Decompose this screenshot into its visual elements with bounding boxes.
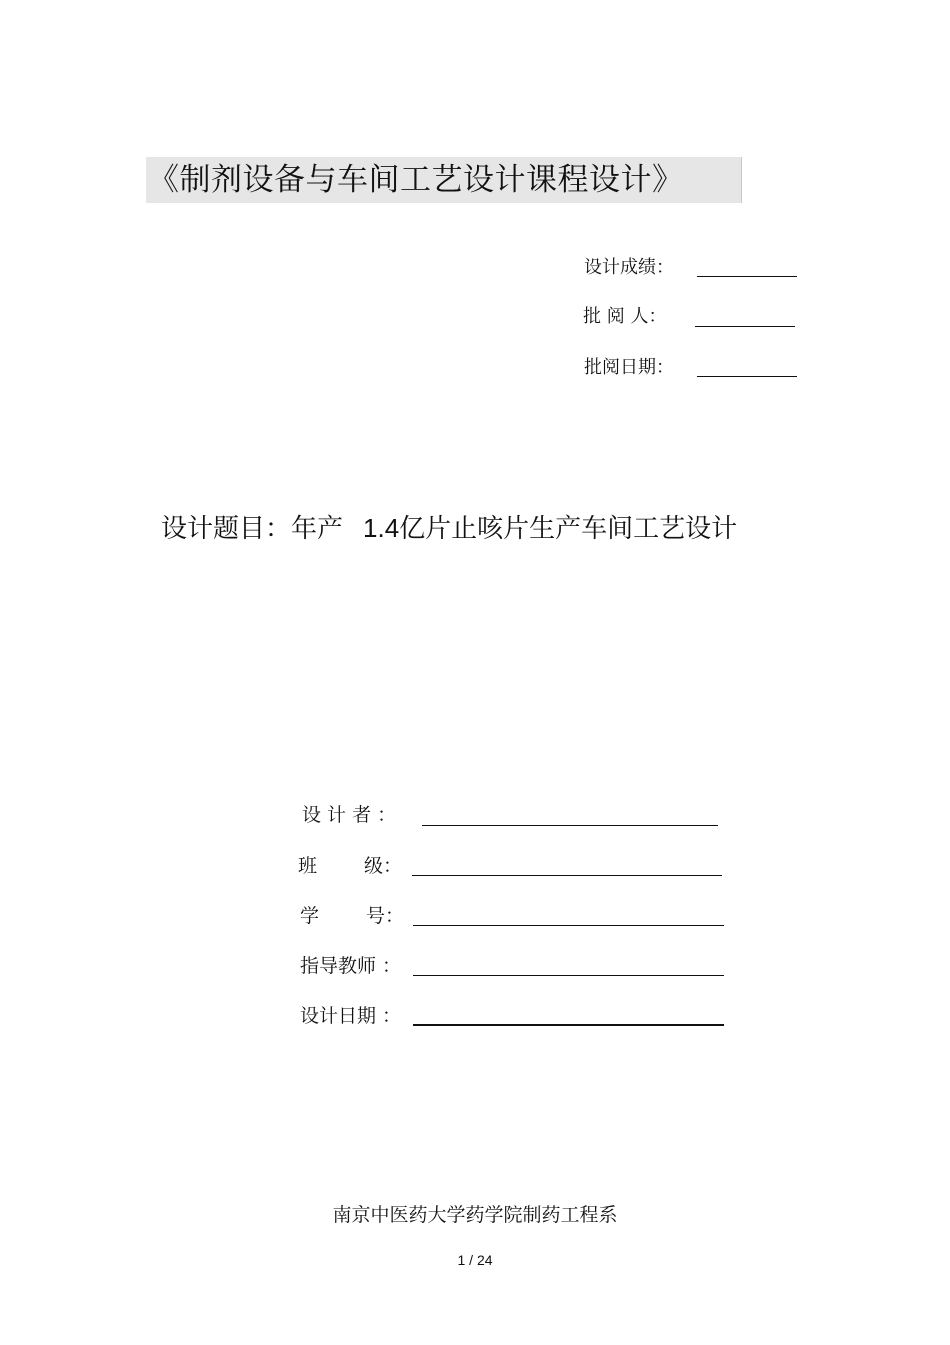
- reviewer-label: 批 阅 人：: [583, 306, 667, 327]
- student-id-label-start: 学: [300, 905, 320, 927]
- reviewer-row: [583, 303, 798, 331]
- topic-description: 亿片止咳片生产车间工艺设计: [399, 514, 738, 544]
- design-date-label: 设计日期 ：: [300, 1005, 402, 1027]
- student-id-label-end: 号：: [366, 905, 405, 927]
- grade-blank-line: [697, 276, 797, 277]
- student-id-row: [300, 901, 725, 931]
- reviewer-blank-line: [695, 326, 795, 327]
- page-indicator: 1 / 24: [457, 1252, 493, 1268]
- design-topic: [161, 510, 737, 547]
- student-id-blank-line: [413, 925, 724, 926]
- advisor-blank-line: [413, 975, 724, 976]
- class-label-start: 班: [298, 855, 318, 877]
- review-date-blank-line: [697, 376, 797, 377]
- advisor-label: 指导教师 ：: [300, 955, 402, 977]
- design-date-row: [300, 1001, 725, 1031]
- review-date-row: [584, 354, 799, 382]
- review-grade-row: [584, 254, 799, 282]
- designer-label: 设 计 者 ：: [302, 804, 397, 826]
- advisor-row: [300, 951, 725, 981]
- designer-row: [300, 800, 720, 830]
- topic-quantity: 1.4: [363, 513, 400, 543]
- topic-label: 设计题目：年产: [161, 514, 344, 544]
- class-label-end: 级：: [364, 855, 403, 877]
- class-blank-line: [412, 875, 722, 876]
- review-date-label: 批阅日期：: [584, 357, 674, 378]
- design-date-blank-line: [413, 1024, 724, 1026]
- course-title: 《制剂设备与车间工艺设计课程设计》: [148, 162, 684, 198]
- institution-name: 南京中医药大学药学院制药工程系: [332, 1204, 618, 1226]
- class-row: [298, 851, 723, 881]
- course-title-box: [146, 157, 742, 203]
- grade-label: 设计成绩：: [584, 257, 674, 278]
- designer-blank-line: [422, 825, 718, 826]
